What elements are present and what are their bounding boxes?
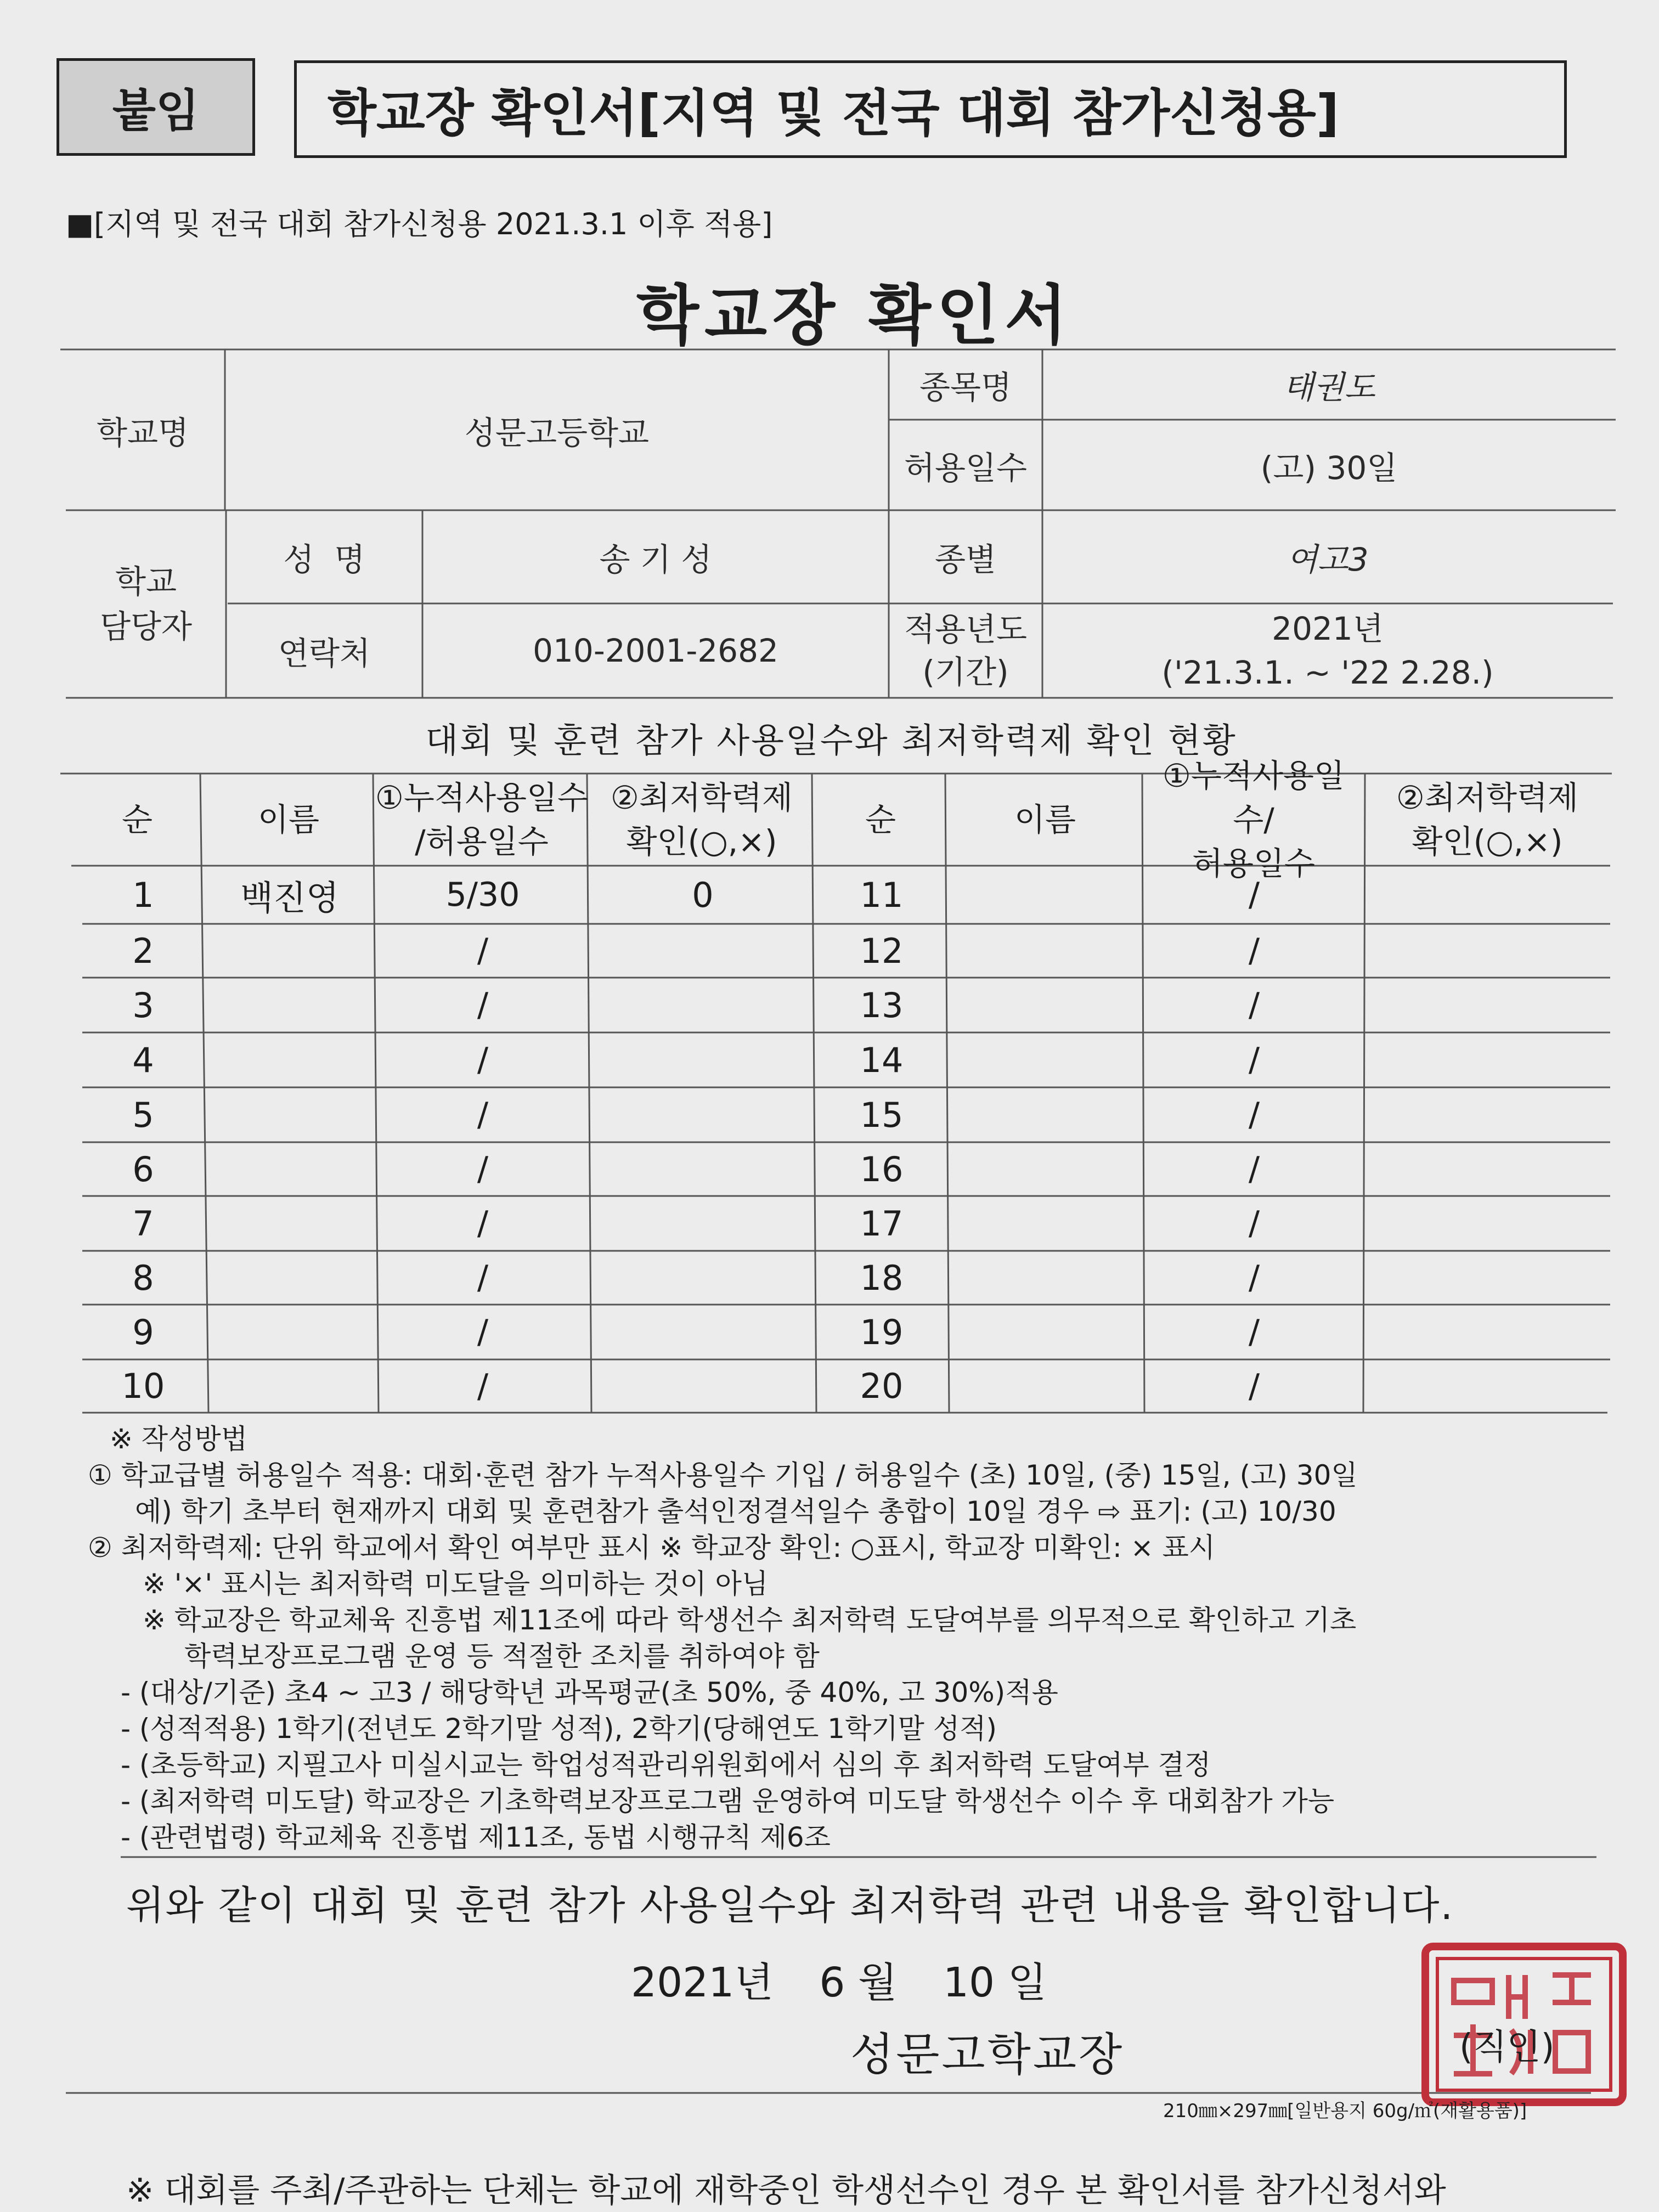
row-days-right: / <box>1248 1096 1260 1134</box>
row-days-left: / <box>477 1259 489 1297</box>
year-label-line2: (기간) <box>922 653 1009 691</box>
row-days-left: / <box>477 1150 489 1188</box>
allowed-days-label: 허용일수 <box>904 449 1028 487</box>
phone-label: 연락처 <box>278 635 371 672</box>
allowed-days-value: (고) 30일 <box>1260 449 1398 487</box>
row-seq-left: 9 <box>132 1312 154 1352</box>
row-name-left: 백진영 <box>240 877 339 918</box>
row-min-left <box>590 1087 815 1142</box>
header-min-left-line1: ②최저학력제 <box>610 779 793 816</box>
row-min-left <box>590 1251 815 1305</box>
header-days-right <box>1143 757 1364 882</box>
row-min-right <box>1364 924 1611 978</box>
row-min-right <box>1364 866 1611 924</box>
row-days-left: / <box>477 1313 489 1351</box>
header-name-left: 이름 <box>257 801 320 838</box>
row-seq-left: 8 <box>132 1257 154 1298</box>
note-target: - (대상/기준) 초4 ~ 고3 / 해당학년 과목평균(초 50%, 중 40%, 고 30%)적용 <box>121 1677 1058 1708</box>
year-value <box>1042 603 1613 698</box>
row-seq-right: 11 <box>860 874 904 915</box>
row-name-right <box>948 1251 1144 1305</box>
row-seq-left: 6 <box>132 1149 154 1189</box>
row-name-left <box>204 1305 375 1359</box>
row-min-right <box>1364 1305 1611 1359</box>
section-title: 대회 및 훈련 참가 사용일수와 최저학력제 확인 현황 <box>425 720 1237 760</box>
row-days-right: / <box>1248 932 1260 970</box>
date-year: 2021년 <box>631 1959 774 2006</box>
row-seq-right: 20 <box>860 1366 904 1406</box>
row-seq-left: 3 <box>132 985 154 1025</box>
row-name-right <box>948 1196 1144 1251</box>
contact-group-label-line1: 학교 <box>115 563 177 600</box>
phone-value: 010-2001-2682 <box>533 632 778 669</box>
row-seq-left: 5 <box>132 1094 154 1135</box>
header-min-left <box>589 774 814 866</box>
row-days-right: / <box>1248 1313 1260 1351</box>
note-2-sub2-cont: 학력보장프로그램 운영 등 적절한 조치를 취하여야 함 <box>184 1640 820 1672</box>
row-days-left: / <box>477 1367 489 1406</box>
row-days-left: 5/30 <box>445 876 520 914</box>
row-min-left <box>590 1196 815 1251</box>
header-name-right: 이름 <box>1014 801 1076 838</box>
note-1-example: 예) 학기 초부터 현재까지 대회 및 훈련참가 출석인정결석일수 총합이 10일 경우 ⇨ 표기: (고) 10/30 <box>135 1496 1336 1527</box>
row-days-left: / <box>477 986 489 1024</box>
header-days-left <box>374 774 589 866</box>
date <box>631 1950 1047 2008</box>
row-min-right <box>1364 1196 1611 1251</box>
school-value: 성문고등학교 <box>464 414 650 452</box>
subtitle: ■[지역 및 전국 대회 참가신청용 2021.3.1 이후 적용] <box>66 207 773 241</box>
row-seq-right: 14 <box>860 1040 904 1080</box>
row-min-left <box>590 1032 815 1087</box>
row-name-left <box>204 1359 375 1413</box>
header-days-right-line2: 허용일수 <box>1192 845 1316 882</box>
row-days-right: / <box>1248 1259 1260 1297</box>
sport-label: 종목명 <box>919 369 1012 406</box>
row-days-right: / <box>1248 876 1260 914</box>
row-seq-right: 16 <box>860 1149 904 1189</box>
row-min-right <box>1364 978 1611 1032</box>
row-name-left <box>204 1087 375 1142</box>
row-name-left <box>204 978 375 1032</box>
row-name-left <box>204 1032 375 1087</box>
row-min-right <box>1364 1142 1611 1196</box>
row-min-right <box>1364 1087 1611 1142</box>
header-days-right-line1: ①누적사용일수/ <box>1162 757 1345 838</box>
row-seq-left: 4 <box>132 1040 154 1080</box>
header-days-left-line2: /허용일수 <box>415 823 549 860</box>
principal-name: 성문고학교장 <box>850 2029 1125 2081</box>
date-month: 6 월 <box>819 1959 898 2006</box>
row-days-right: / <box>1248 1150 1260 1188</box>
row-days-left: / <box>477 932 489 970</box>
category-label: 종별 <box>934 541 997 578</box>
note-elementary: - (초등학교) 지필고사 미실시교는 학업성적관리위원회에서 심의 후 최저학력 도달여부 결정 <box>121 1749 1211 1781</box>
category-value: 여고3 <box>1286 541 1369 578</box>
seal-label: (직인) <box>1459 2027 1555 2068</box>
row-seq-right: 13 <box>860 985 904 1025</box>
row-name-right <box>948 1087 1144 1142</box>
row-seq-left: 2 <box>132 930 154 971</box>
row-name-right <box>948 924 1144 978</box>
row-min-right <box>1364 1032 1611 1087</box>
row-name-right <box>948 1359 1144 1413</box>
header-min-right <box>1364 774 1611 866</box>
row-days-right: / <box>1248 1041 1260 1079</box>
row-seq-right: 17 <box>860 1203 904 1244</box>
row-min-left: 0 <box>692 874 714 915</box>
notes-heading: ※ 작성방법 <box>110 1423 247 1455</box>
row-name-left <box>204 1251 375 1305</box>
contact-name-value: 송 기 성 <box>599 541 712 578</box>
row-seq-left: 7 <box>132 1203 154 1244</box>
row-name-left <box>204 1196 375 1251</box>
row-days-right: / <box>1248 1204 1260 1243</box>
year-value-period: ('21.3.1. ~ '22 2.28.) <box>1161 654 1494 691</box>
row-seq-left: 10 <box>121 1366 165 1406</box>
row-seq-left: 1 <box>132 874 154 915</box>
row-name-left <box>204 924 375 978</box>
row-name-right <box>948 1142 1144 1196</box>
school-label: 학교명 <box>96 414 189 452</box>
footer-note: ※ 대회를 주최/주관하는 단체는 학교에 재학중인 학생선수인 경우 본 확인서를 참가신청서와 <box>126 2171 1446 2210</box>
sport-value: 태권도 <box>1283 369 1375 406</box>
header-min-left-line2: 확인(○,×) <box>626 823 777 860</box>
row-days-left: / <box>477 1204 489 1243</box>
row-min-left <box>590 1142 815 1196</box>
note-2-sub1: ※ '×' 표시는 최저학력 미도달을 의미하는 것이 아님 <box>143 1568 769 1600</box>
year-label-line1: 적용년도 <box>904 611 1028 648</box>
row-seq-right: 15 <box>860 1094 904 1135</box>
row-min-left <box>590 1305 815 1359</box>
row-min-left <box>590 924 815 978</box>
contact-name-label: 성 명 <box>283 541 365 578</box>
header-days-left-line1: ①누적사용일수 <box>375 779 589 816</box>
row-name-right <box>948 866 1144 924</box>
note-2-sub2: ※ 학교장은 학교체육 진흥법 제11조에 따라 학생선수 최저학력 도달여부를 의무적으로 확인하고 기초 <box>143 1604 1357 1636</box>
confirmation-statement: 위와 같이 대회 및 훈련 참가 사용일수와 최저학력 관련 내용을 확인합니다. <box>126 1882 1454 1928</box>
row-seq-right: 18 <box>860 1257 904 1298</box>
notes <box>88 1421 1613 1855</box>
row-min-right <box>1364 1359 1611 1413</box>
note-grades: - (성적적용) 1학기(전년도 2학기말 성적), 2학기(당해연도 1학기말 성적) <box>121 1713 997 1745</box>
row-name-right <box>948 1032 1144 1087</box>
date-day: 10 일 <box>943 1959 1047 2006</box>
page-title: 학교장 확인서 <box>636 278 1073 353</box>
header-seq-left: 순 <box>121 801 153 838</box>
paper-spec: 210㎜×297㎜[일반용지 60g/㎡(재활용품)] <box>1163 2100 1527 2122</box>
note-2: ② 최저학력제: 단위 학교에서 확인 여부만 표시 ※ 학교장 확인: ○표시, 학교장 미확인: × 표시 <box>88 1532 1216 1564</box>
row-seq-right: 19 <box>860 1312 904 1352</box>
row-seq-right: 12 <box>860 930 904 971</box>
row-name-right <box>948 978 1144 1032</box>
contact-group-label-line2: 담당자 <box>99 608 193 645</box>
row-min-left <box>590 1359 815 1413</box>
contact-group-label <box>66 510 226 698</box>
row-min-right <box>1364 1251 1611 1305</box>
year-value-year: 2021년 <box>1272 610 1384 647</box>
header-seq-right: 순 <box>865 801 896 838</box>
header-min-right-line2: 확인(○,×) <box>1412 823 1563 860</box>
row-days-right: / <box>1248 986 1260 1024</box>
row-name-left <box>204 1142 375 1196</box>
note-underachieve: - (최저학력 미도달) 학교장은 기초학력보장프로그램 운영하여 미도달 학생선수 이수 후 대회참가 가능 <box>121 1785 1335 1817</box>
row-name-right <box>948 1305 1144 1359</box>
header-min-right-line1: ②최저학력제 <box>1396 779 1579 816</box>
note-law: - (관련법령) 학교체육 진흥법 제11조, 동법 시행규칙 제6조 <box>121 1821 831 1853</box>
header-title: 학교장 확인서[지역 및 전국 대회 참가신청용] <box>294 60 1567 158</box>
row-days-left: / <box>477 1096 489 1134</box>
attachment-badge: 붙임 <box>57 58 255 156</box>
note-1: ① 학교급별 허용일수 적용: 대회·훈련 참가 누적사용일수 기입 / 허용일수 (초) 10일, (중) 15일, (고) 30일 <box>88 1459 1358 1491</box>
row-min-left <box>590 978 815 1032</box>
row-days-left: / <box>477 1041 489 1079</box>
year-label <box>889 603 1042 698</box>
row-days-right: / <box>1248 1367 1260 1406</box>
